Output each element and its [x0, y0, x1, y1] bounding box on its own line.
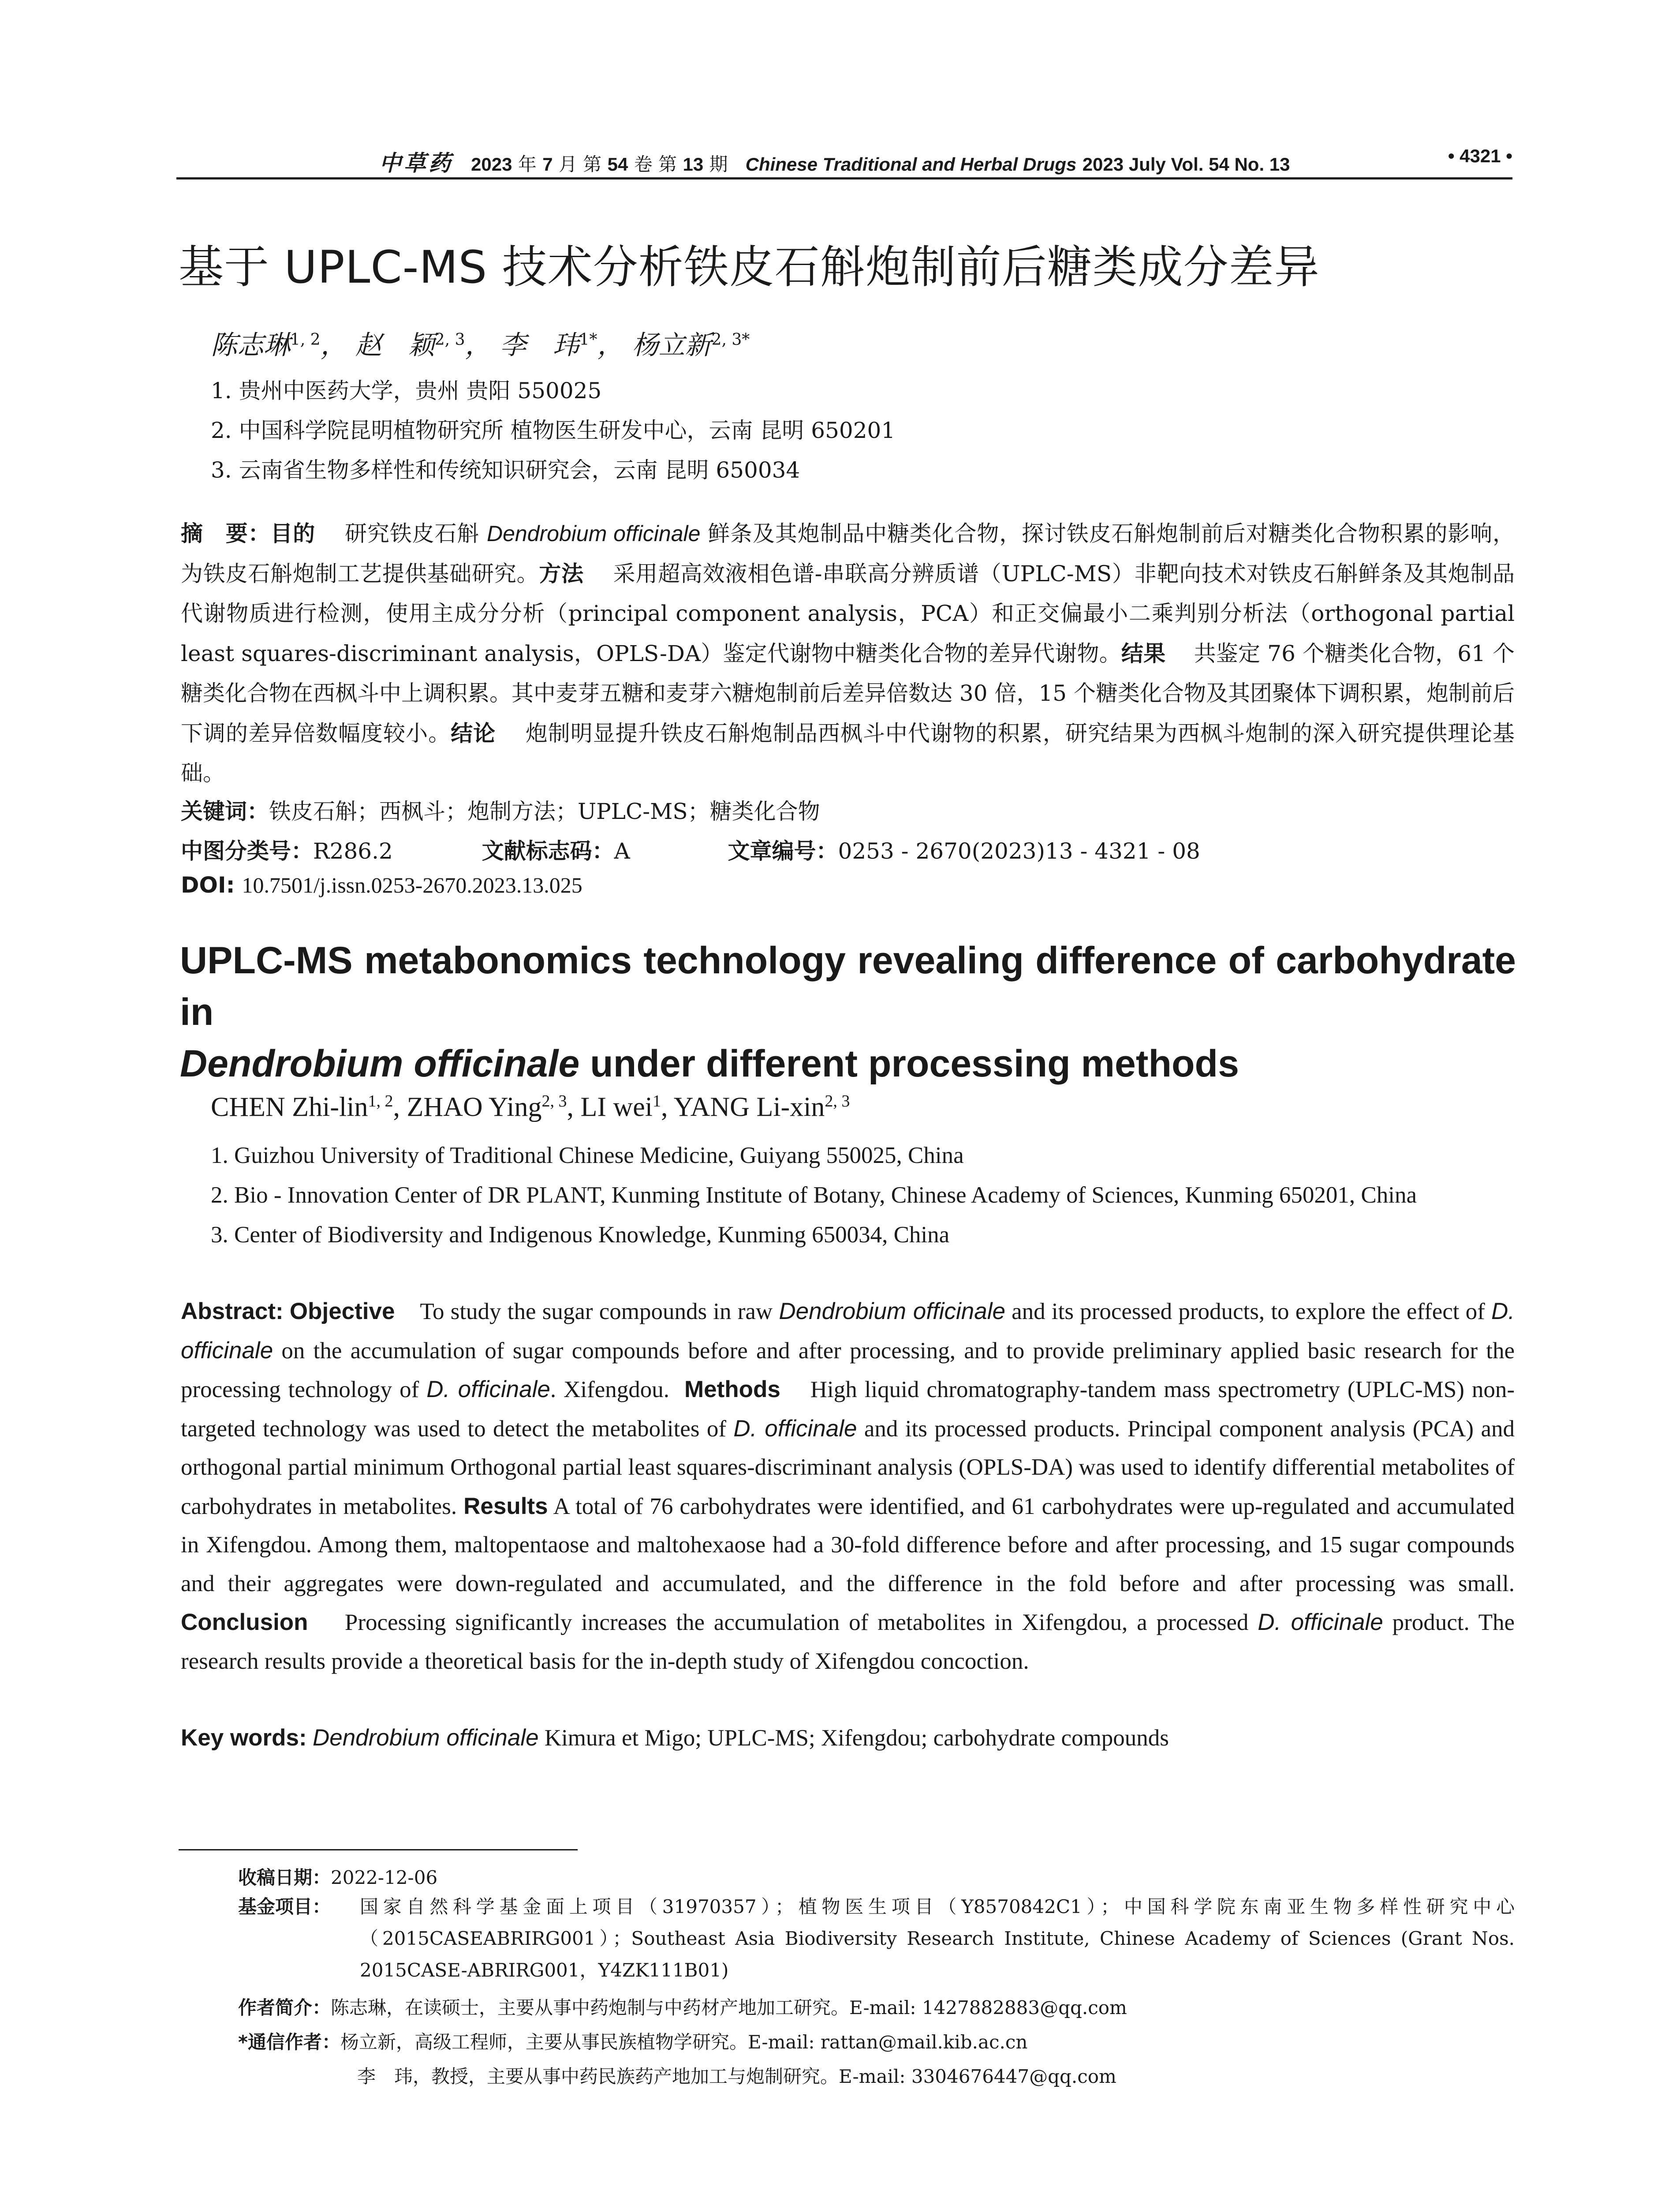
page-number: • 4321 • — [1448, 146, 1512, 166]
en-keywords-rest: Kimura et Migo; UPLC-MS; Xifengdou; carbohydrate compounds — [538, 1725, 1169, 1751]
cn-affiliation: 3. 云南省生物多样性和传统知识研究会，云南 昆明 650034 — [211, 457, 800, 483]
en-keywords — [181, 1724, 1169, 1751]
en-affiliation: 3. Center of Biodiversity and Indigenous Knowledge, Kunming 650034, China — [211, 1222, 950, 1248]
corresponding-author — [238, 2028, 1027, 2054]
corresponding-author-2: 李 玮，教授，主要从事中药民族药产地加工与炮制研究。E-mail: 3304676447@qq.com — [357, 2066, 1116, 2087]
en-conclusion-label: Conclusion — [181, 1609, 308, 1635]
received-label: 收稿日期： — [238, 1867, 331, 1888]
issue-label-month: 月 第 — [558, 153, 602, 175]
en-title-line2: under different processing methods — [579, 1043, 1239, 1085]
en-conclusion-text: Processing significantly increases the accumulation of metabolites in Xifengdou, a processed — [344, 1610, 1258, 1635]
cn-authors: 陈志琳$^{1, 2}$， 赵 颖$^{2, 3}$， 李 玮$^{1*}$， 杨立新$^{2, 3*}$ — [211, 330, 750, 361]
en-species-abbr: D. officinale — [181, 1298, 1515, 1364]
en-author: YANG Li-xin — [673, 1092, 825, 1122]
issue-label-number: 期 — [709, 153, 728, 175]
en-authors: CHEN Zhi-lin$^{1, 2}$, ZHAO Ying$^{2, 3}$, LI wei$^1$, YANG Li-xin$^{2, 3}$ — [211, 1092, 850, 1122]
cn-conclusion-text: 炮制明显提升铁皮石斛炮制品西枫斗中代谢物的积累，研究结果为西枫斗炮制的深入研究提供理论基础。 — [181, 720, 1515, 786]
cn-author: 陈志琳 — [211, 330, 290, 361]
issue-month: 7 — [542, 154, 553, 175]
cn-affiliation: 2. 中国科学院昆明植物研究所 植物医生研发中心，云南 昆明 650201 — [211, 418, 896, 443]
corr-value: 杨立新，高级工程师，主要从事民族植物学研究。E-mail: rattan@mail.kib.ac.cn — [340, 2031, 1028, 2053]
en-title-line1: UPLC-MS metabonomics technology revealing difference of carbohydrate in — [180, 939, 1516, 1033]
en-author-sup: 1, 2 — [368, 1092, 393, 1110]
en-objective-text: on the accumulation of sugar compounds before and after processing, and to provide preliminary applied basic research for the processing technology of — [181, 1338, 1515, 1402]
en-author-sup: 1 — [653, 1092, 661, 1110]
issue-volume: 54 — [607, 154, 628, 175]
clc-label: 中图分类号： — [181, 838, 313, 864]
cn-keywords-label: 关键词： — [181, 799, 269, 824]
cn-author-sup: 1, 2 — [290, 331, 321, 349]
cn-methods-label: 方法 — [539, 561, 584, 587]
cn-keywords — [181, 794, 820, 826]
en-results-label: Results — [463, 1493, 548, 1519]
en-keywords-label: Key words: — [181, 1725, 307, 1751]
cn-objective-text: 鲜条及其炮制品中糖类化合物，探讨铁皮石斛炮制前后对糖类化合物积累的影响，为铁皮石斛炮制工艺提供基础研究。 — [181, 521, 1515, 587]
en-objective-text: and its processed products, to explore the effect of — [1005, 1299, 1492, 1324]
classification-line — [181, 833, 1200, 865]
fund-info — [238, 1891, 1515, 1986]
bio-label: 作者简介： — [238, 1997, 331, 2018]
en-affiliation: 2. Bio - Innovation Center of DR PLANT, Kunming Institute of Botany, Chinese Academy of Sciences, Kunming 650201, China — [211, 1182, 1417, 1208]
en-author: ZHAO Ying — [407, 1092, 542, 1122]
cn-author: 杨立新 — [632, 330, 712, 361]
cn-affiliation: 1. 贵州中医药大学，贵州 贵阳 550025 — [211, 378, 602, 404]
received-value: 2022-12-06 — [331, 1867, 438, 1888]
article-no-label: 文章编号： — [728, 838, 838, 864]
en-conclusion-text: product. The research results provide a theoretical basis for the in-depth study of Xifengdou concoction. — [181, 1610, 1515, 1674]
running-header — [176, 142, 1512, 177]
journal-name-cn: 中草药 — [379, 150, 453, 176]
cn-title: 基于 UPLC-MS 技术分析铁皮石斛炮制前后糖类成分差异 — [179, 241, 1320, 294]
footnote-rule — [179, 1849, 578, 1850]
journal-name-en: Chinese Traditional and Herbal Drugs — [745, 154, 1077, 175]
doi-value[interactable]: 10.7501/j.issn.0253-2670.2023.13.025 — [242, 873, 582, 897]
en-methods-text: and its processed products. Principal component analysis (PCA) and orthogonal partial minimum Orthogonal partial least squares-discriminant analysis (OPLS-DA) was used to identify differential metabolites of carbohydrates in metabolites. — [181, 1416, 1515, 1519]
fund-value: 国家自然科学基金面上项目（31970357）；植物医生项目（Y8570842C1）；中国科学院东南亚生物多样性研究中心（2015CASEABRIRG001）；Southeast Asia Biodiversity Research Institute, Chinese Academy of Sciences (Grant Nos. 2015CASE-ABRIRG001，Y4ZK111B01) — [360, 1896, 1515, 1981]
fund-label: 基金项目： — [238, 1896, 331, 1917]
en-methods-text: High liquid chromatography-tandem mass spectrometry (UPLC-MS) non-targeted technology was used to detect the metabolites of — [181, 1377, 1515, 1442]
doi-label: DOI: — [181, 872, 235, 898]
clc-value: R286.2 — [313, 838, 393, 864]
cn-author-sup: 2, 3 — [434, 331, 465, 349]
en-objective-text: . Xifengdou. — [550, 1377, 670, 1402]
article-no-value: 0253 - 2670(2023)13 - 4321 - 08 — [838, 838, 1200, 864]
bio-value: 陈志琳，在读硕士，主要从事中药炮制与中药材产地加工研究。E-mail: 1427882883@qq.com — [331, 1997, 1127, 2018]
en-abstract-label: Abstract: — [181, 1298, 284, 1324]
en-objective-label: Objective — [289, 1298, 395, 1324]
en-objective-text: To study the sugar compounds in raw — [420, 1299, 779, 1324]
cn-author: 李 玮 — [500, 330, 579, 361]
cn-conclusion-label: 结论 — [451, 720, 496, 746]
en-affiliation: 1. Guizhou University of Traditional Chinese Medicine, Guiyang 550025, China — [211, 1143, 964, 1168]
cn-objective-label: 目的 — [270, 521, 316, 546]
en-methods-label: Methods — [684, 1376, 780, 1402]
en-author-sup: 2, 3 — [541, 1092, 567, 1110]
cn-author-sup: 2, 3* — [711, 331, 750, 349]
cn-species-name: Dendrobium officinale — [486, 521, 701, 546]
cn-abstract — [181, 514, 1515, 793]
en-author: CHEN Zhi-lin — [211, 1092, 368, 1122]
issue-number: 13 — [683, 154, 704, 175]
cn-methods-text: 采用超高效液相色谱-串联高分辨质谱（UPLC-MS）非靶向技术对铁皮石斛鲜条及其炮制品代谢物质进行检测，使用主成分分析（principal component analysis，PCA）和正交偏最小二乘判别分析法（orthogonal partial least squares-discriminant analysis，OPLS-DA）鉴定代谢物中糖类化合物的差异代谢物。 — [181, 561, 1515, 666]
cn-abstract-label: 摘 要： — [181, 521, 271, 546]
en-species-name: Dendrobium officinale — [779, 1298, 1005, 1324]
cn-objective-text: 研究铁皮石斛 — [345, 521, 487, 546]
en-species-abbr: D. officinale — [426, 1376, 550, 1402]
received-date — [238, 1863, 437, 1890]
en-abstract — [181, 1292, 1515, 1681]
cn-author-sup: 1* — [579, 331, 597, 349]
doc-code-label: 文献标志码： — [482, 838, 614, 864]
author-bio — [238, 1993, 1127, 2020]
cn-results-label: 结果 — [1121, 640, 1166, 666]
en-species-abbr: D. officinale — [1258, 1609, 1383, 1635]
en-title — [180, 935, 1516, 1090]
en-author: LI wei — [580, 1092, 653, 1122]
en-author-sup: 2, 3 — [825, 1092, 850, 1110]
issue-label-volume: 卷 第 — [634, 153, 677, 175]
en-title-species: Dendrobium officinale — [180, 1043, 580, 1085]
header-rule — [176, 177, 1512, 179]
cn-keywords-value: 铁皮石斛；西枫斗；炮制方法；UPLC-MS；糖类化合物 — [269, 799, 820, 824]
doi-line — [181, 872, 582, 898]
en-species-abbr: D. officinale — [733, 1415, 857, 1442]
cn-author: 赵 颖 — [355, 330, 435, 361]
issue-en: 2023 July Vol. 54 No. 13 — [1082, 154, 1290, 175]
corr-label: *通信作者： — [238, 2031, 340, 2053]
en-results-text: A total of 76 carbohydrates were identified, and 61 carbohydrates were up-regulated and accumulated in Xifengdou. Among them, maltopentaose and maltohexaose had a 30-fold difference before and after processing, and 15 sugar compounds and their aggregates were down-regulated and accumulated, and the difference in the fold before and after processing was small. — [181, 1493, 1515, 1596]
journal-citation — [379, 146, 1290, 177]
issue-year: 2023 — [471, 154, 512, 175]
issue-label-year: 年 — [518, 153, 537, 175]
en-keywords-species: Dendrobium officinale — [312, 1725, 539, 1751]
doc-code-value: A — [614, 838, 630, 864]
cn-results-text: 共鉴定 76 个糖类化合物，61 个糖类化合物在西枫斗中上调积累。其中麦芽五糖和麦芽六糖炮制前后差异倍数达 30 倍，15 个糖类化合物及其团聚体下调积累，炮制前后下调的差异倍数幅度较小。 — [181, 640, 1515, 746]
